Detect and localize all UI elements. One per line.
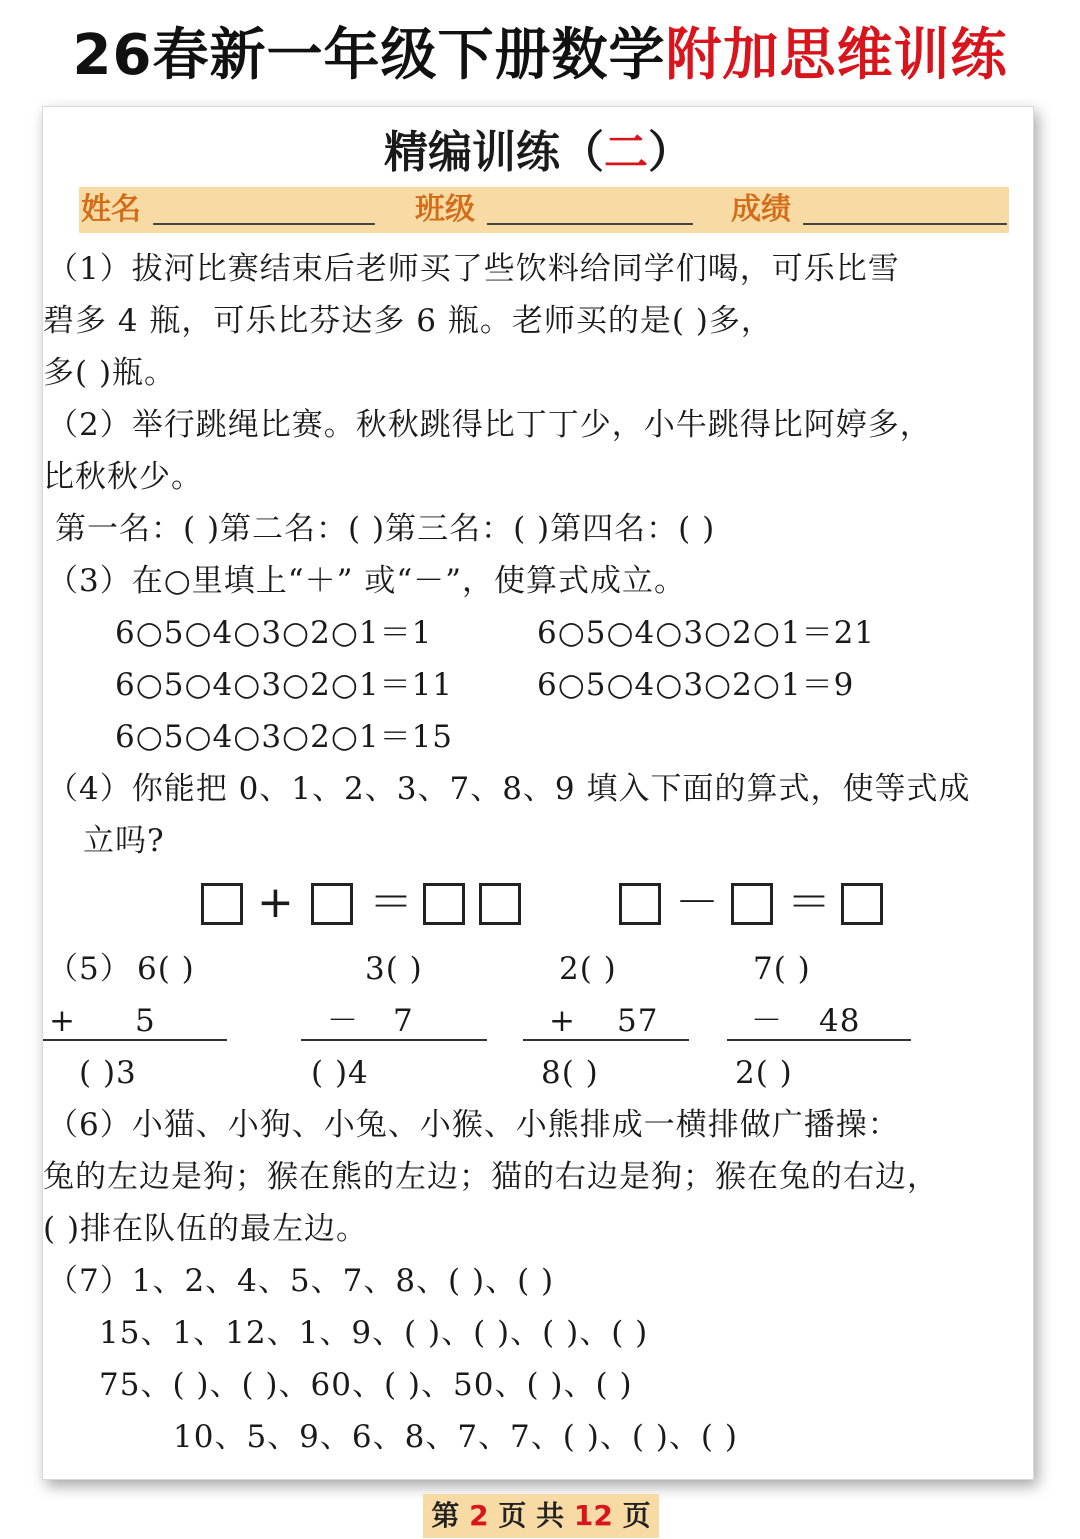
q4-line1: （4）你能把 0、1、2、3、7、8、9 填入下面的算式，使等式成 xyxy=(47,771,971,807)
q5-col1-result: ( )3 xyxy=(79,1055,137,1091)
banner-title-red: 附加思维训练 xyxy=(665,23,1008,88)
q4-box-2[interactable] xyxy=(311,883,353,925)
q5-col1-top: 6( ) xyxy=(137,951,195,987)
q1-line1: （1）拔河比赛结束后老师买了些饮料给同学们喝，可乐比雪 xyxy=(47,251,900,287)
q4-box-7[interactable] xyxy=(841,883,883,925)
q5-col3-rule xyxy=(523,1039,689,1041)
q7-sequence-2: 15、1、12、1、9、( )、( )、( )、( ) xyxy=(99,1315,649,1351)
q5-col2-op: － xyxy=(327,1003,359,1039)
class-field[interactable] xyxy=(487,223,693,225)
q5-col2-top: 3( ) xyxy=(365,951,423,987)
q7-sequence-4: 10、5、9、6、8、7、7、( )、( )、( ) xyxy=(173,1419,738,1455)
q5-col1-op: + xyxy=(49,1003,76,1039)
q2-line1: （2）举行跳绳比赛。秋秋跳得比丁丁少，小牛跳得比阿婷多， xyxy=(47,407,932,443)
q5-col2-rule xyxy=(301,1039,487,1041)
q5-col3-top: 2( ) xyxy=(559,951,617,987)
worksheet-title-close: ） xyxy=(648,127,692,178)
q3-equation-1: 6○5○4○3○2○1＝1 xyxy=(115,615,433,651)
q4-box-3[interactable] xyxy=(423,883,465,925)
q4-equals-sign-1: ＝ xyxy=(369,877,413,928)
name-field[interactable] xyxy=(153,223,375,225)
q6-line3: ( )排在队伍的最左边。 xyxy=(43,1211,369,1247)
q6-line2: 兔的左边是狗；猴在熊的左边；猫的右边是狗；猴在兔的右边， xyxy=(43,1159,939,1195)
q2-rank-line: 第一名：( )第二名：( )第三名：( )第四名：( ) xyxy=(55,511,716,547)
q4-box-6[interactable] xyxy=(731,883,773,925)
score-field[interactable] xyxy=(803,223,1007,225)
total-page-number: 12 xyxy=(573,1499,613,1532)
q4-plus-sign: + xyxy=(257,877,294,928)
q3-equation-4: 6○5○4○3○2○1＝9 xyxy=(537,667,855,703)
q6-line1: （6）小猫、小狗、小兔、小猴、小熊排成一横排做广播操： xyxy=(47,1107,900,1143)
q5-col4-result: 2( ) xyxy=(735,1055,793,1091)
page-indicator-post: 页 xyxy=(612,1499,651,1532)
q5-col3-result: 8( ) xyxy=(541,1055,599,1091)
q1-line2: 碧多 4 瓶，可乐比芬达多 6 瓶。老师买的是( )多， xyxy=(43,303,773,339)
q2-line2: 比秋秋少。 xyxy=(43,459,203,495)
q5-col3-op: + xyxy=(549,1003,576,1039)
worksheet-title-number: 二 xyxy=(604,127,648,178)
q3-equation-2: 6○5○4○3○2○1＝21 xyxy=(537,615,876,651)
q3-equation-3: 6○5○4○3○2○1＝11 xyxy=(115,667,454,703)
page-indicator-pre: 第 xyxy=(431,1499,470,1532)
q7-sequence-1: （7）1、2、4、5、7、8、( )、( ) xyxy=(47,1263,555,1299)
q5-col4-op: － xyxy=(751,1003,783,1039)
q1-line3: 多( )瓶。 xyxy=(43,355,177,391)
q4-equals-sign-2: ＝ xyxy=(787,877,831,928)
q5-col2-result: ( )4 xyxy=(311,1055,369,1091)
q5-col4-rule xyxy=(727,1039,911,1041)
q4-box-5[interactable] xyxy=(619,883,661,925)
q5-col1-rule xyxy=(43,1039,227,1041)
class-label: 班级 xyxy=(415,192,475,227)
worksheet-title-main: 精编训练（ xyxy=(384,127,604,178)
q4-minus-sign: － xyxy=(675,877,719,928)
page-indicator-mid: 页 共 xyxy=(488,1499,574,1532)
banner-title xyxy=(0,14,1080,98)
q7-sequence-3: 75、( )、( )、60、( )、50、( )、( ) xyxy=(99,1367,633,1403)
student-info-bar xyxy=(79,187,1009,233)
q3-prompt: （3）在○里填上“＋” 或“－”，使算式成立。 xyxy=(47,563,687,599)
page-indicator xyxy=(423,1494,659,1538)
q4-box-4[interactable] xyxy=(479,883,521,925)
q5-col4-operand: 48 xyxy=(819,1003,861,1039)
current-page-number: 2 xyxy=(469,1499,489,1532)
worksheet-card xyxy=(42,106,1034,1480)
banner-title-black: 26春新一年级下册数学 xyxy=(72,23,666,88)
q5-label: （5） xyxy=(47,951,132,987)
q5-col4-top: 7( ) xyxy=(753,951,811,987)
q5-col2-operand: 7 xyxy=(393,1003,414,1039)
name-label: 姓名 xyxy=(81,192,141,227)
q4-line2: 立吗? xyxy=(83,823,165,859)
q3-equation-5: 6○5○4○3○2○1＝15 xyxy=(115,719,454,755)
q4-box-1[interactable] xyxy=(201,883,243,925)
q5-col3-operand: 57 xyxy=(617,1003,659,1039)
q5-col1-operand: 5 xyxy=(135,1003,156,1039)
score-label: 成绩 xyxy=(731,192,791,227)
worksheet-title xyxy=(43,125,1033,181)
